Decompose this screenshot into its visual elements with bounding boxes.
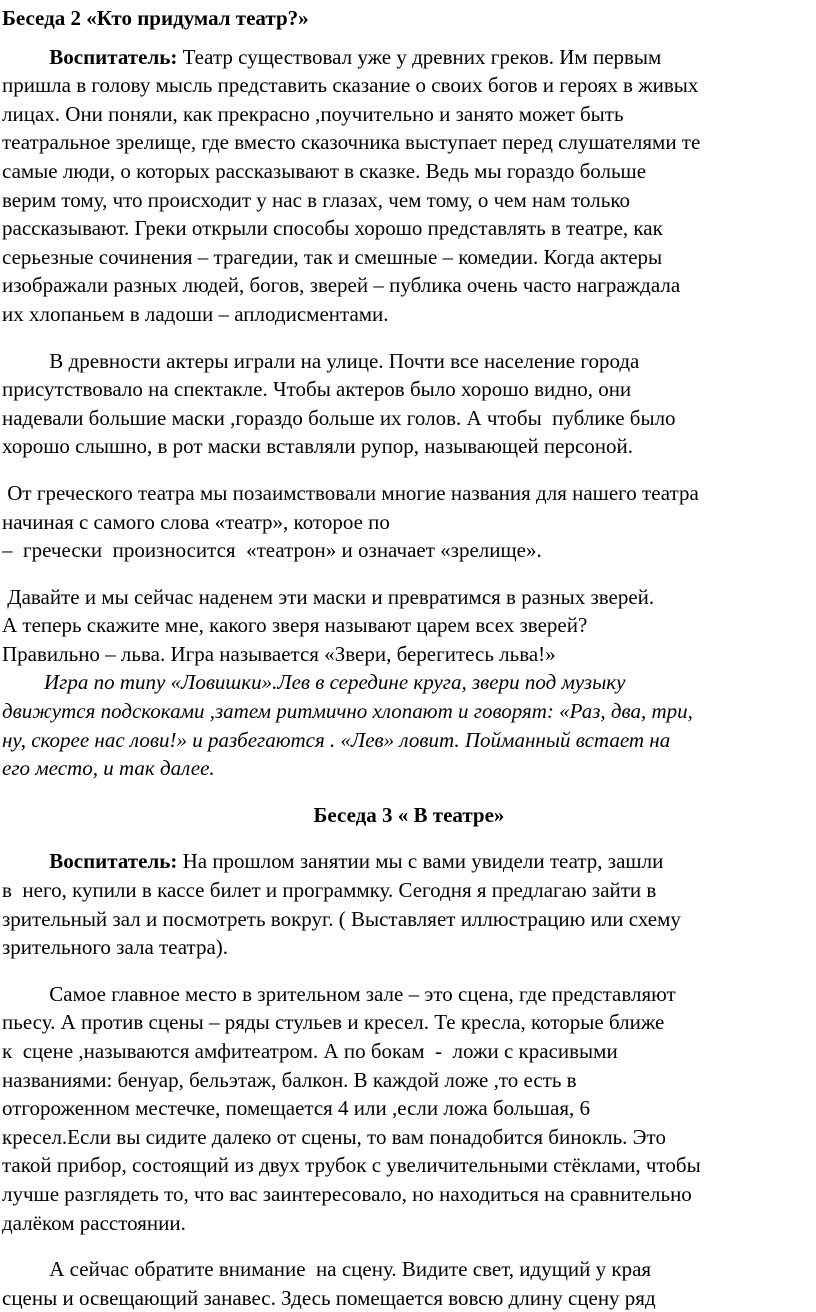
text-line: А теперь скажите мне, какого зверя называют царем всех зверей? [2,613,588,638]
text-line: А сейчас обратите внимание на сцену. Видите свет, идущий у края [2,1257,652,1282]
text-line: надевали большие маски ,гораздо больше их голов. А чтобы публике было [2,405,676,430]
text-line: движутся подскоками ,затем ритмично хлопают и говорят: «Раз, два, три, [2,699,693,724]
text-line: В древности актеры играли на улице. Почти все население города [2,348,640,373]
section-3-paragraph-1 [2,847,816,961]
section-3-title: Беседа 3 « В театре» [313,802,505,827]
section-2-paragraph-3 [2,479,816,565]
section-2-paragraph-4 [2,583,816,669]
text-line: Самое главное место в зрительном зале – это сцена, где представляют [2,981,676,1006]
text-line: рассказывают. Греки открыли способы хорошо представлять в театре, как [2,216,663,241]
text-line: сцены и освещающий занавес. Здесь помещается вовсю длину сцену ряд [2,1285,656,1310]
text-line: ну, скорее нас лови!» и разбегаются . «Лев» ловит. Пойманный встает на [2,727,671,752]
text-line: пришла в голову мысль представить сказание о своих богов и героях в живых [2,73,699,98]
speaker-label: Воспитатель: [49,44,178,69]
text-line: отгороженном местечке, помещается 4 или ,если ложа большая, 6 [2,1096,591,1121]
text-line: зрительного зала театра). [2,935,229,960]
text-line: далёком расстоянии. [2,1210,186,1235]
text-line: начиная с самого слова «театр», которое по [2,509,390,534]
text-line: присутствовало на спектакле. Чтобы актеров было хорошо видно, они [2,377,632,402]
text-line: пьесу. А против сцены – ряды стульев и кресел. Те кресла, которые ближе [2,1010,665,1035]
text-line: Правильно – льва. Игра называется «Звери, берегитесь льва!» [2,641,556,666]
text-line: От греческого театра мы позаимствовали многие названия для нашего театра [2,480,699,505]
text-line: верим тому, что происходит у нас в глазах, чем тому, о чем нам только [2,187,630,212]
text-line: самые люди, о которых рассказывают в сказке. Ведь мы гораздо больше [2,158,647,183]
text-line: названиями: бенуар, бельэтаж, балкон. В каждой ложе ,то есть в [2,1067,577,1092]
text-line: серьезные сочинения – трагедии, так и смешные – комедии. Когда актеры [2,244,663,269]
paragraph-text: На прошлом занятии мы с вами увидели театр, зашли [177,849,664,874]
text-line: лицах. Они поняли, как прекрасно ,поучительно и занято может быть [2,101,624,126]
text-line: хорошо слышно, в рот маски вставляли рупор, называющей персоной. [2,434,634,459]
section-2-paragraph-1 [2,43,816,329]
game-description [2,668,816,782]
section-2-title: Беседа 2 «Кто придумал театр?» [2,6,309,30]
text-line: к сцене ,называются амфитеатром. А по бокам - ложи с красивыми [2,1039,618,1063]
paragraph-text: Театр существовал уже у древних греков. Им первым [177,44,662,69]
text-line: кресел.Если вы сидите далеко от сцены, то вам понадобится бинокль. Это [2,1124,666,1149]
text-line: зрительный зал и посмотреть вокруг. ( Выставляет иллюстрацию или схему [2,906,681,931]
text-line: театральное зрелище, где вместо сказочника выступает перед слушателями те [2,130,701,155]
speaker-label: Воспитатель: [49,849,178,874]
text-line: лучше разглядеть то, что вас заинтересовало, но находиться на сравнительно [2,1181,692,1206]
text-line: их хлопаньем в ладоши – аплодисментами. [2,301,389,326]
text-line: изображали разных людей, богов, зверей – публика очень часто награждала [2,273,681,298]
text-line: Давайте и мы сейчас наденем эти маски и превратимся в разных зверей. [2,584,655,609]
text-line: такой прибор, состоящий из двух трубок с увеличительными стёклами, чтобы [2,1153,701,1178]
text-line: – гречески произносится «театрон» и означает «зрелище». [2,538,542,563]
text-line: в него, купили в кассе билет и программку. Сегодня я предлагаю зайти в [2,878,657,903]
text-line: Игра по типу «Ловишки».Лев в середине круга, звери под музыку [2,670,626,695]
section-2-paragraph-2 [2,347,816,461]
section-3-paragraph-2 [2,980,816,1237]
text-line: его место, и так далее. [2,756,215,781]
